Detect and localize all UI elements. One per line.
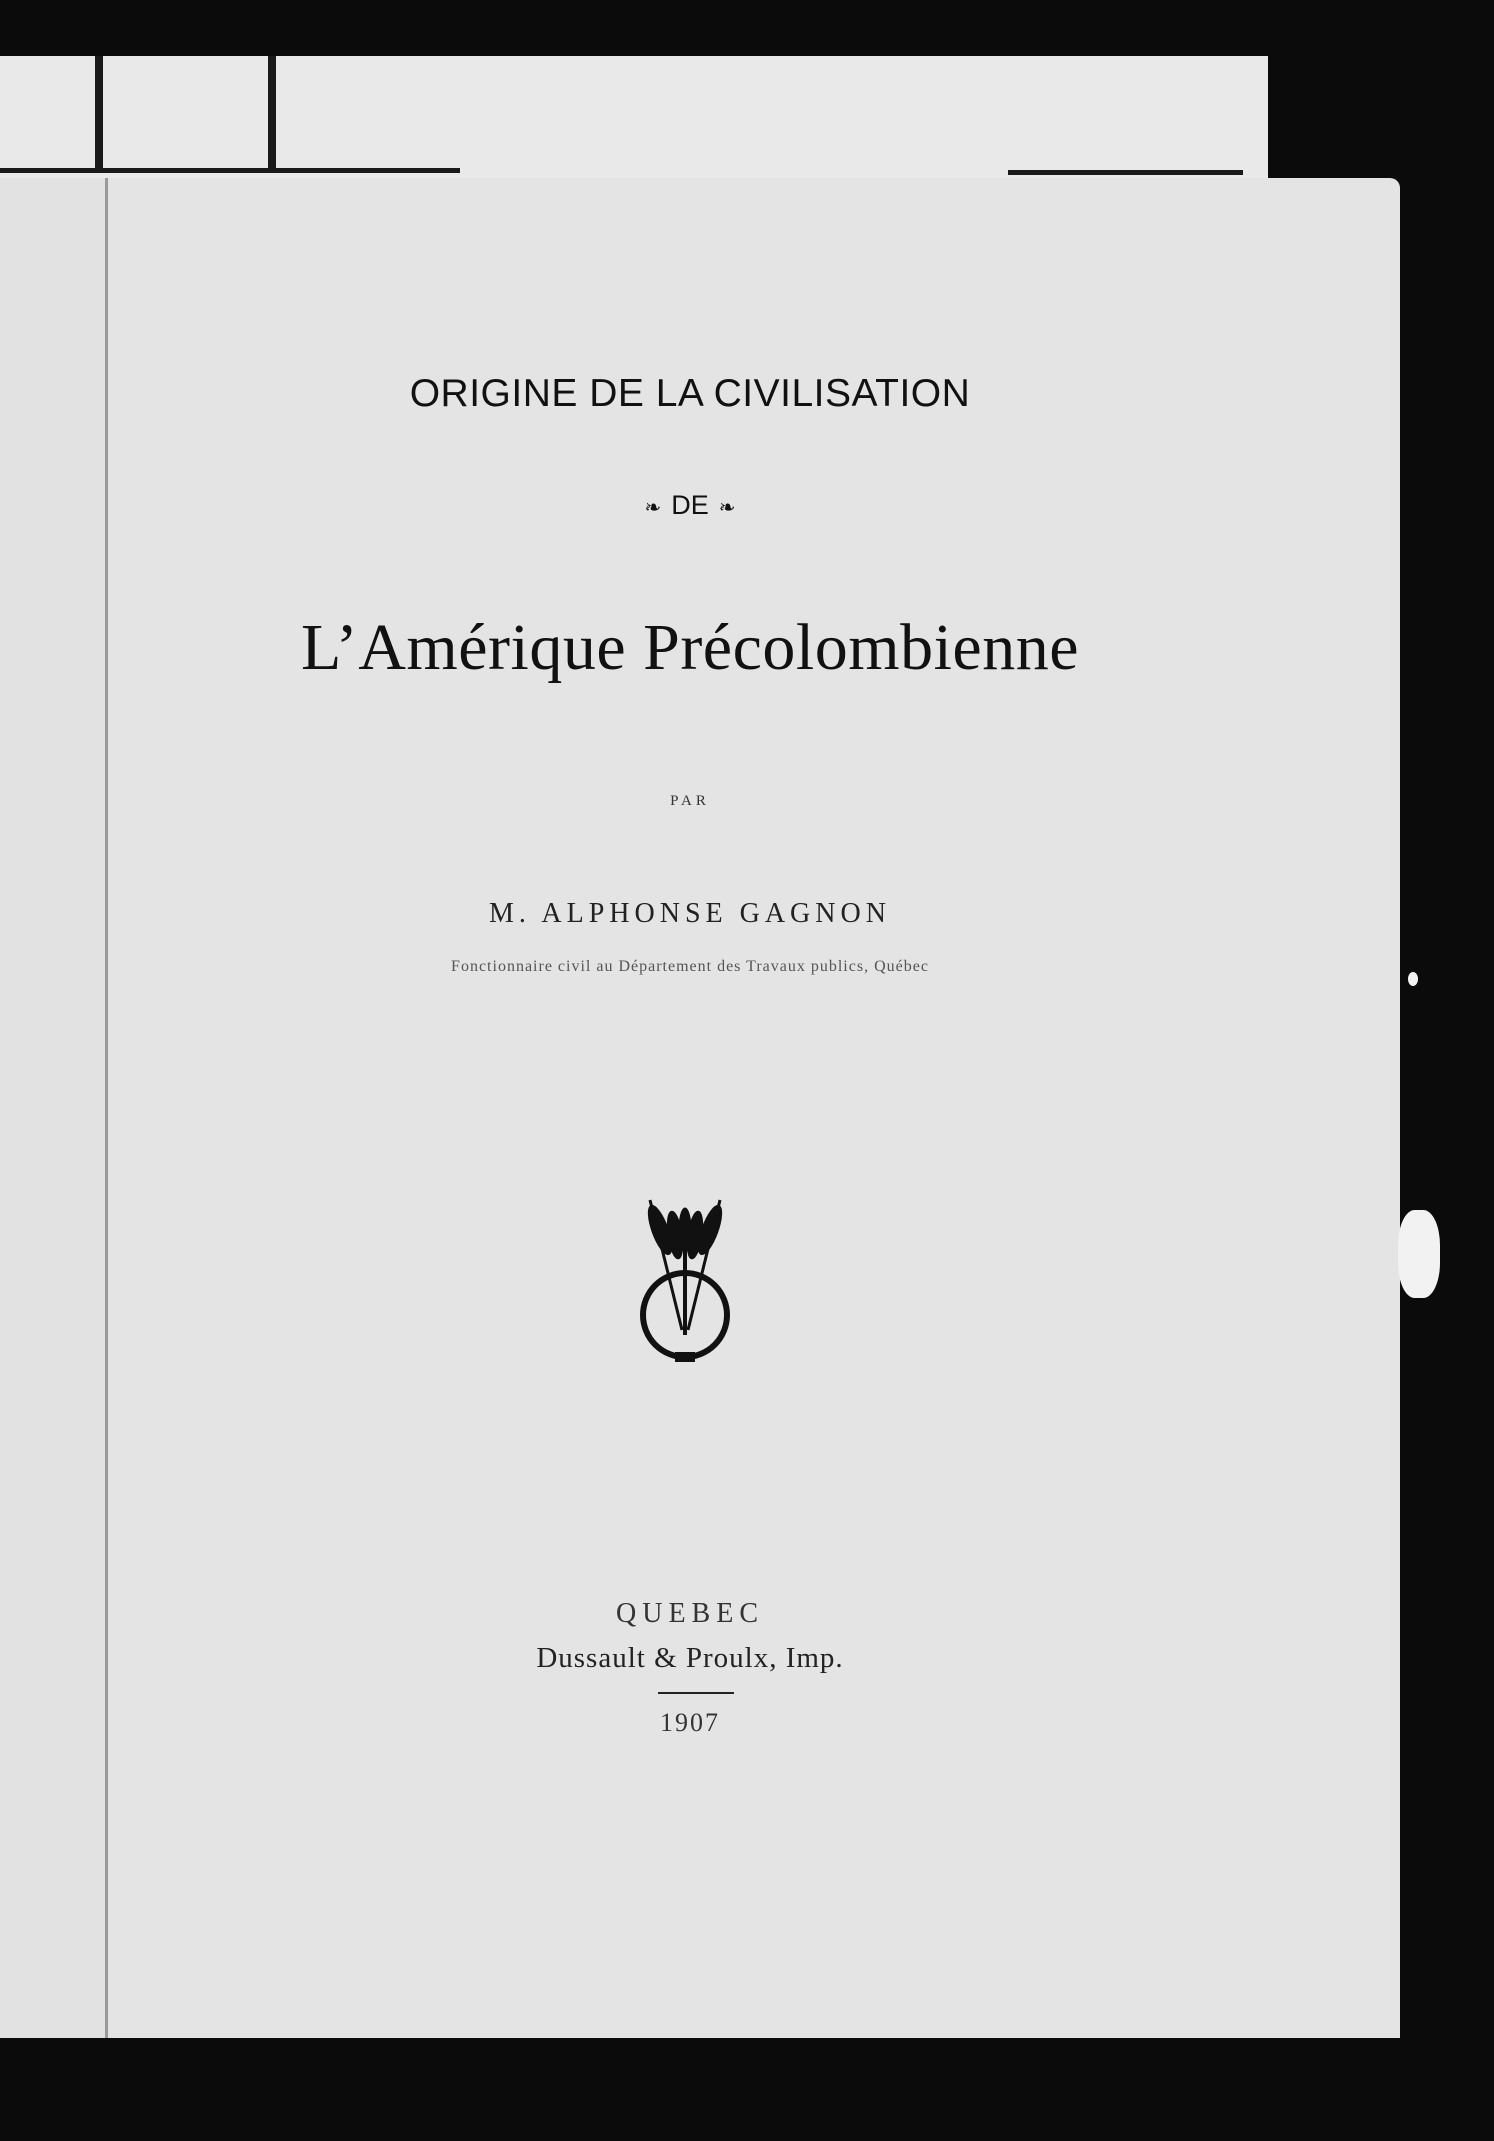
- book-subtitle: L’Amérique Précolombienne: [300, 611, 1079, 684]
- author-name: M. ALPHONSE GAGNON: [489, 898, 891, 929]
- left-page-edge: [0, 178, 105, 2038]
- back-sheet-divider: [268, 56, 276, 171]
- page-fold-line: [105, 178, 108, 2038]
- ornament-right-icon: ❧: [718, 497, 736, 519]
- wheat-sheaf-ring-icon: [620, 1190, 750, 1370]
- book-title: ORIGINE DE LA CIVILISATION: [409, 372, 971, 415]
- publication-city: QUEBEC: [616, 1598, 764, 1629]
- title-page: [105, 178, 1400, 2038]
- back-sheet-rule: [1008, 170, 1243, 175]
- author-role: Fonctionnaire civil au Département des Travaux publics, Québec: [451, 958, 929, 975]
- paper-fragment: [1398, 1210, 1440, 1298]
- connector-text: DE: [671, 490, 709, 520]
- back-sheet-divider: [95, 56, 103, 171]
- year-rule: [658, 1692, 734, 1694]
- ornament-left-icon: ❧: [644, 497, 662, 519]
- title-connector: [105, 490, 1275, 521]
- by-label: PAR: [670, 793, 710, 809]
- paper-speck: [1408, 972, 1418, 986]
- printer-name: Dussault & Proulx, Imp.: [536, 1642, 844, 1674]
- back-sheet-rule: [0, 168, 460, 173]
- publication-year: 1907: [660, 1708, 720, 1737]
